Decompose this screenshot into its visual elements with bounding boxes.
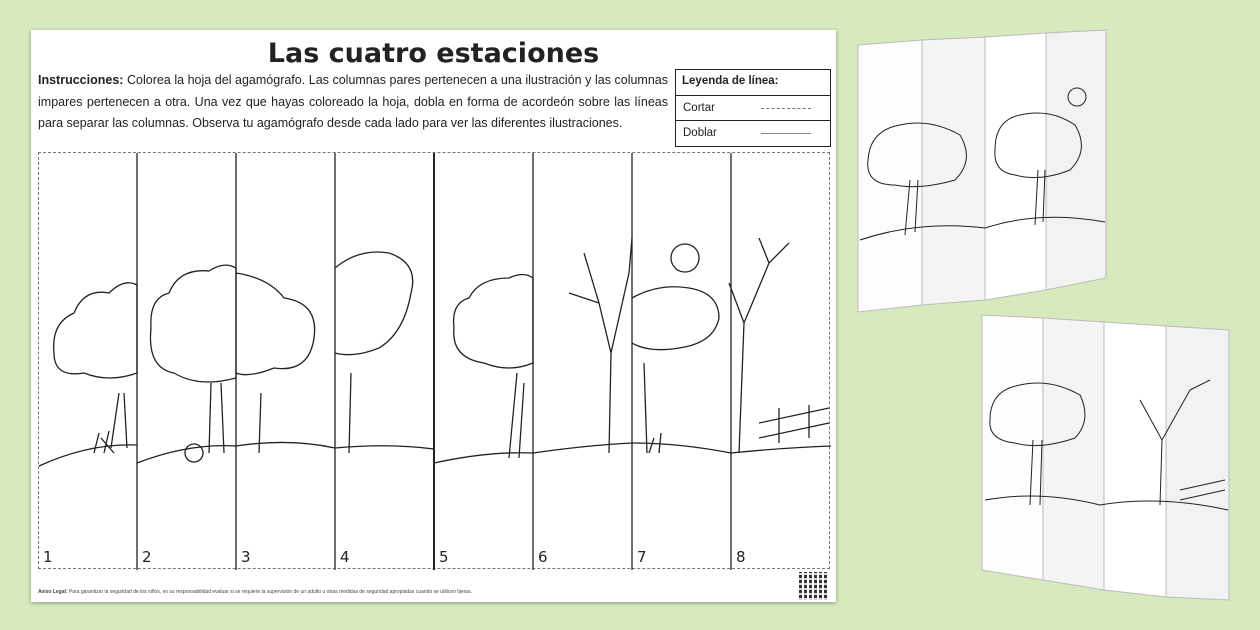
- legend-fold-label: Doblar: [683, 127, 717, 139]
- instructions-label: Instrucciones:: [38, 73, 124, 87]
- folded-panel: [922, 37, 985, 305]
- column-number-5: 5: [439, 548, 449, 566]
- column-number-6: 6: [538, 548, 548, 566]
- folded-panel: [1166, 326, 1229, 600]
- folded-panel: [982, 315, 1043, 580]
- column-number-2: 2: [142, 548, 152, 566]
- folded-panel: [1104, 322, 1166, 597]
- column-number-1: 1: [43, 548, 53, 566]
- column-number-3: 3: [241, 548, 251, 566]
- column-number-8: 8: [736, 548, 746, 566]
- legal-text: Para garantizar la seguridad de los niños, es su responsabilidad evaluar si se requiere la supervisión de un adulto u otras medidas de seguridad apropiadas cuando se utilicen tijeras.: [68, 589, 472, 595]
- legend-cut-label: Cortar: [683, 102, 715, 114]
- folded-preview-top: [858, 30, 1106, 312]
- folded-panel: [985, 33, 1046, 300]
- folded-panel: [858, 40, 922, 312]
- legend-title: Leyenda de línea:: [676, 70, 830, 96]
- folded-panel: [1043, 318, 1104, 590]
- instructions-text: Colorea la hoja del agamógrafo. Las columnas pares pertenecen a una ilustración y las columnas impares pertenecen a otra. Una vez que hayas coloreado la hoja, dobla en forma de acordeón sobre las líneas para separar las columnas. Observa tu agamógrafo desde cada lado para ver las diferentes ilustraciones.: [38, 73, 668, 130]
- worksheet-title: Las cuatro estaciones: [267, 38, 600, 69]
- column-number-4: 4: [340, 548, 350, 566]
- folded-panel: [1046, 30, 1106, 290]
- folded-preview-bottom: [982, 315, 1229, 600]
- column-number-7: 7: [637, 548, 647, 566]
- legal-label: Aviso Legal:: [38, 589, 68, 595]
